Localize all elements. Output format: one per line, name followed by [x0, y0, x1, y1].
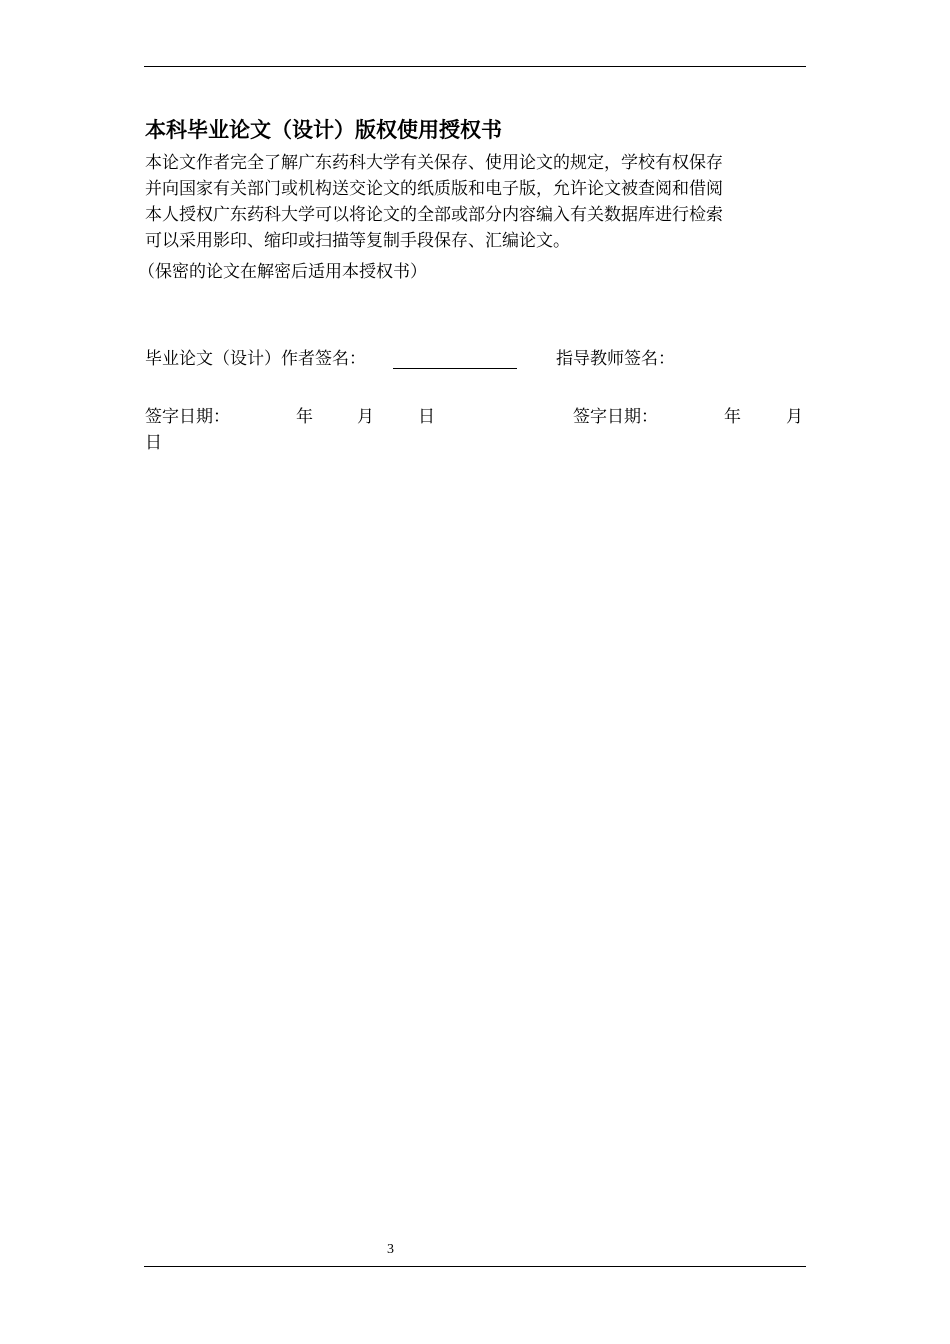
footer-rule [144, 1266, 806, 1267]
page-number: 3 [387, 1242, 394, 1257]
advisor-date-day: 日 [145, 433, 162, 453]
author-date-day: 日 [418, 407, 435, 427]
advisor-date-label: 签字日期： [573, 407, 658, 427]
author-signature-label: 毕业论文（设计）作者签名： [145, 349, 366, 369]
advisor-date-year: 年 [724, 407, 741, 427]
author-signature-line [393, 368, 517, 369]
body-line-3: 本人授权广东药科大学可以将论文的全部或部分内容编入有关数据库进行检索 [145, 205, 723, 225]
confidential-note: （保密的论文在解密后适用本授权书） [138, 262, 427, 282]
author-date-year: 年 [296, 407, 313, 427]
author-date-month: 月 [357, 407, 374, 427]
advisor-date-month: 月 [786, 407, 803, 427]
body-line-4: 可以采用影印、缩印或扫描等复制手段保存、汇编论文。 [145, 231, 570, 251]
body-line-1: 本论文作者完全了解广东药科大学有关保存、使用论文的规定，学校有权保存 [145, 153, 723, 173]
header-rule [144, 66, 806, 67]
advisor-signature-label: 指导教师签名： [556, 349, 675, 369]
page-title: 本科毕业论文（设计）版权使用授权书 [145, 118, 502, 142]
body-line-2: 并向国家有关部门或机构送交论文的纸质版和电子版，允许论文被查阅和借阅 [145, 179, 723, 199]
author-date-label: 签字日期： [145, 407, 230, 427]
